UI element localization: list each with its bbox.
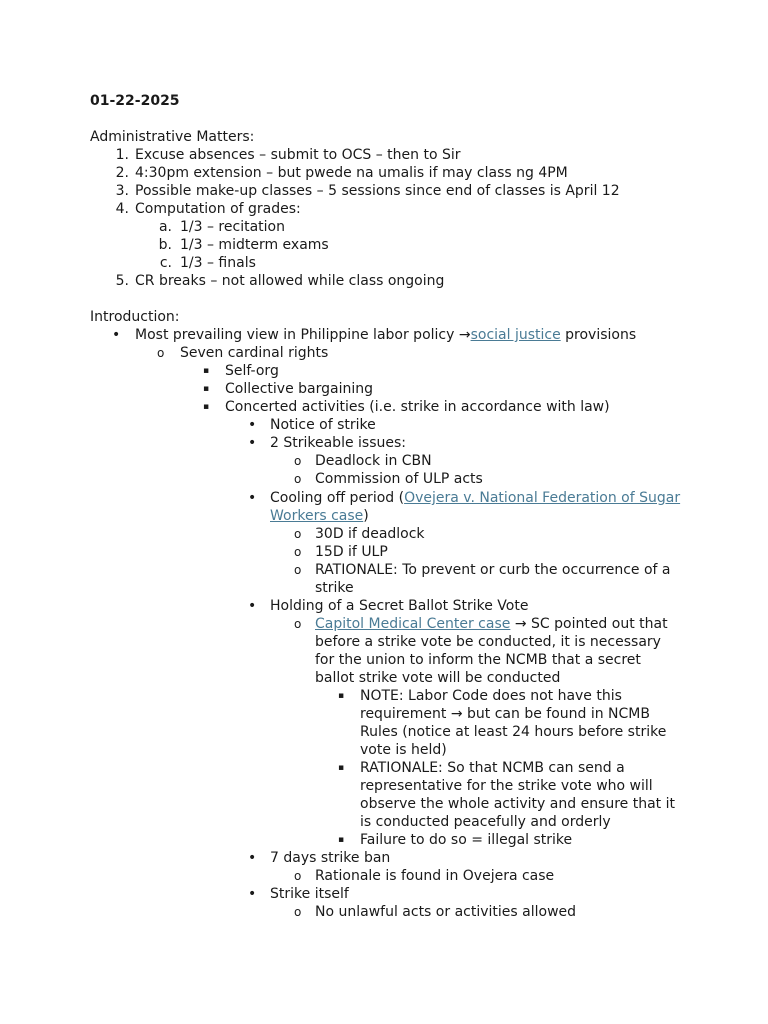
list-item: 1. Excuse absences – submit to OCS – then to Sir [115,147,461,163]
bullet-icon: o [157,346,165,360]
list-item: o Seven cardinal rights [157,345,329,361]
bullet-icon: • [248,490,257,506]
list-item-continuation: representative for the strike vote who will [360,778,653,794]
list-item: o 15D if ULP [294,544,388,560]
bullet-icon: o [294,869,302,883]
bullet-icon: • [248,598,257,614]
list-item: c. 1/3 – finals [159,255,256,271]
capitol-medical-link[interactable]: Capitol Medical Center case [315,616,511,632]
document-page [90,92,690,921]
ovejera-link[interactable]: Ovejera v. National Federation of Sugar [404,490,681,506]
list-item-continuation: is conducted peacefully and orderly [360,814,611,830]
bullet-icon: ▪ [203,384,210,394]
list-item-continuation: vote is held) [360,742,447,758]
ovejera-link-continued[interactable]: Workers case [270,508,364,524]
bullet-icon: • [248,850,257,866]
bullet-icon: o [294,454,302,468]
list-item: • Holding of a Secret Ballot Strike Vote [248,598,529,614]
bullet-icon: ▪ [338,835,345,845]
list-item-continuation: Workers case) [270,508,369,524]
list-item: ▪ Collective bargaining [203,381,374,397]
bullet-icon: o [294,472,302,486]
list-item-continuation: ballot strike vote will be conducted [315,670,561,686]
list-item: 3. Possible make-up classes – 5 sessions since end of classes is April 12 [115,183,620,199]
bullet-icon: ▪ [338,763,345,773]
bullet-icon: ▪ [203,366,210,376]
list-item: o Rationale is found in Ovejera case [294,868,555,884]
bullet-icon: • [248,886,257,902]
list-item: 2. 4:30pm extension – but pwede na umalis if may class ng 4PM [115,165,568,181]
list-item: o RATIONALE: To prevent or curb the occurrence of a [294,562,671,578]
bullet-icon: o [294,905,302,919]
bullet-icon: o [294,527,302,541]
admin-title: Administrative Matters: [90,129,255,145]
list-item: ▪ RATIONALE: So that NCMB can send a [338,760,625,776]
list-item: o Commission of ULP acts [294,471,483,487]
list-item: o Capitol Medical Center case → SC pointed out that [294,616,668,632]
list-item: ▪ Self-org [203,363,279,379]
bullet-icon: • [248,417,257,433]
list-item-continuation: strike [315,580,354,596]
social-justice-link[interactable]: social justice [470,327,561,343]
bullet-icon: o [294,545,302,559]
intro-title: Introduction: [90,309,180,325]
bullet-icon: • [248,435,257,451]
list-item-continuation: requirement → but can be found in NCMB [360,706,650,722]
list-item: o 30D if deadlock [294,526,425,542]
list-item: b. 1/3 – midterm exams [158,237,329,253]
list-item-continuation: observe the whole activity and ensure that it [360,796,675,812]
list-item: o Deadlock in CBN [294,453,432,469]
list-item: a. 1/3 – recitation [158,219,285,235]
list-item: • Strike itself [248,886,349,902]
list-item: ▪ Concerted activities (i.e. strike in accordance with law) [203,399,610,415]
list-item: o No unlawful acts or activities allowed [294,904,577,920]
bullet-icon: ▪ [203,402,210,412]
list-item: ▪ NOTE: Labor Code does not have this [338,688,622,704]
list-item-continuation: before a strike vote be conducted, it is necessary [315,634,661,650]
list-item-continuation: for the union to inform the NCMB that a secret [315,652,641,668]
list-item: ▪ Failure to do so = illegal strike [338,832,573,848]
list-item-continuation: Rules (notice at least 24 hours before strike [360,724,667,740]
list-item: • Cooling off period (Ovejera v. National Federation of Sugar [248,490,681,506]
list-item: • Most prevailing view in Philippine labor policy →social justice provisions [112,327,637,343]
bullet-icon: ▪ [338,691,345,701]
date-heading: 01-22-2025 [90,93,180,109]
list-item: • 2 Strikeable issues: [248,435,406,451]
list-item: 4. Computation of grades: [115,201,301,217]
list-item: 5. CR breaks – not allowed while class ongoing [115,273,445,289]
bullet-icon: o [294,563,302,577]
list-item: • 7 days strike ban [248,850,391,866]
list-item: • Notice of strike [248,417,376,433]
bullet-icon: o [294,617,302,631]
bullet-icon: • [112,327,121,343]
